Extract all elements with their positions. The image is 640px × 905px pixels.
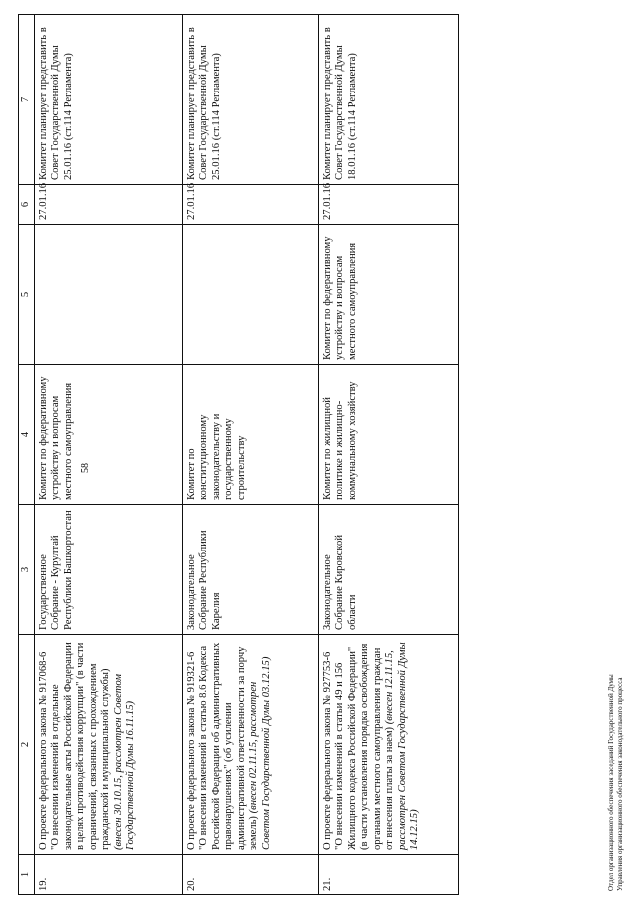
planned-action: Комитет планирует представить в Совет Государственной Думы 25.01.16 (ст.114 Регламента): [182, 15, 318, 185]
row-number: 21.: [318, 855, 458, 895]
table-row: [182, 15, 318, 895]
responsible-committee: Комитет по федеративному устройству и вопросам местного самоуправления: [34, 365, 182, 505]
bill-text: О проекте федерального закона № 917068-6 "О внесении изменений в отдельные законодательные акты Российской Федерации в целях противодействия коррупции" (в части ограничений, связанных с прохождением гражданской и муниципальной службы): [37, 642, 111, 850]
bill-text: О проекте федерального закона № 919321-6 "О внесении изменений в статью 8.6 Кодекса Российской Федерации об административных правонарушениях" (об усилении административной ответственности за порчу земель): [185, 642, 259, 850]
footer-department: Отдел организационного обеспечения заседаний Государственной Думы: [607, 674, 615, 891]
table-row: [318, 15, 458, 895]
bill-note: (внесен 02.11.15, рассмотрен Советом Государственной Думы 03.12.15): [248, 656, 272, 850]
column-number: 3: [19, 505, 35, 635]
column-number: 5: [19, 225, 35, 365]
column-number: 1: [19, 855, 35, 895]
bill-description: [318, 635, 458, 855]
bill-note: (внесен 12.11.15, рассмотрен Советом Государственной Думы 14.12.15): [384, 642, 420, 850]
bills-table: [18, 14, 459, 895]
table-row: [34, 15, 182, 895]
co-executor-committee: Комитет по федеративному устройству и вопросам местного самоуправления: [318, 225, 458, 365]
co-executor-committee: [34, 225, 182, 365]
column-number: 4: [19, 365, 35, 505]
footer: [607, 674, 626, 891]
bill-description: [182, 635, 318, 855]
bill-description: [34, 635, 182, 855]
initiator: Государственное Собрание - Курултай Республики Башкортостан: [34, 505, 182, 635]
column-number-row: [19, 15, 35, 895]
deadline-date: 27.01.16: [182, 185, 318, 225]
column-number: 2: [19, 635, 35, 855]
planned-action: Комитет планирует представить в Совет Государственной Думы 18.01.16 (ст.114 Регламента): [318, 15, 458, 185]
column-number: 6: [19, 185, 35, 225]
column-number: 7: [19, 15, 35, 185]
co-executor-committee: [182, 225, 318, 365]
page-number: 58: [80, 463, 91, 473]
responsible-committee: Комитет по жилищной политике и жилищно-коммунальному хозяйству: [318, 365, 458, 505]
bill-note: (внесен 30.10.15, рассмотрен Советом Государственной Думы 16.11.15): [112, 674, 136, 850]
deadline-date: 27.01.16: [318, 185, 458, 225]
initiator: Законодательное Собрание Кировской области: [318, 505, 458, 635]
responsible-committee: Комитет по конституционному законодательству и государственному строительству: [182, 365, 318, 505]
initiator: Законодательное Собрание Республики Карелия: [182, 505, 318, 635]
bill-text: О проекте федерального закона № 927753-6 "О внесении изменений в статьи 49 и 156 Жилищного кодекса Российской Федерации" (в части установления порядка освобождения органами местного самоуправления граждан от внесения платы за наем): [321, 643, 395, 850]
planned-action: Комитет планирует представить в Совет Государственной Думы 25.01.16 (ст.114 Регламента): [34, 15, 182, 185]
footer-directorate: Управления организационного обеспечения законодательного процесса: [616, 677, 625, 891]
row-number: 20.: [182, 855, 318, 895]
row-number: 19.: [34, 855, 182, 895]
deadline-date: 27.01.16: [34, 185, 182, 225]
